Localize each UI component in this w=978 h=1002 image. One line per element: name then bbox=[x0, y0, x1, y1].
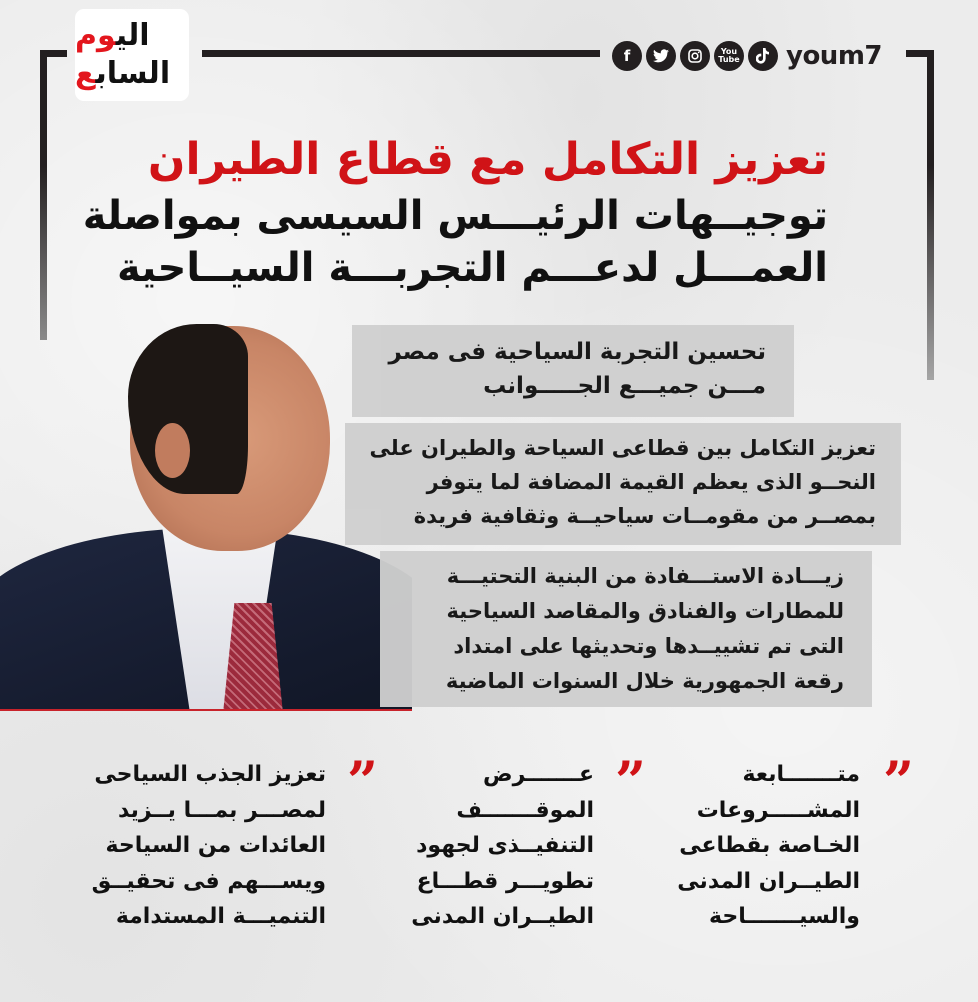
quote-icon: ” bbox=[346, 749, 372, 813]
page-title: تعزيز التكامل مع قطاع الطيران bbox=[147, 134, 828, 185]
column-2-line-5: الطيــران المدنى bbox=[411, 904, 594, 929]
point-1-line-1: تحسين التجربة السياحية فى مصر bbox=[388, 339, 766, 365]
column-1-line-4: الطيــران المدنى bbox=[677, 868, 860, 894]
portrait-red-underline bbox=[0, 709, 412, 711]
column-1-line-5: والسيـــــــاحة bbox=[709, 904, 860, 929]
quote-icon: ” bbox=[614, 749, 640, 813]
point-2-line-1: تعزيز التكامل بين قطاعى السياحة والطيران على bbox=[369, 436, 876, 460]
point-box-1 bbox=[352, 325, 794, 417]
quote-icon: ” bbox=[882, 749, 908, 813]
brand-handle: youm7 bbox=[786, 41, 883, 71]
point-1-line-2: مـــن جميـــع الجـــــوانب bbox=[483, 373, 766, 399]
youm7-logo bbox=[75, 9, 189, 101]
column-3-line-1: تعزيز الجذب السياحى bbox=[94, 762, 326, 787]
youtube-icon[interactable]: You Tube bbox=[714, 41, 744, 71]
column-3 bbox=[66, 749, 372, 935]
column-3-line-5: التنميـــة المستدامة bbox=[115, 904, 326, 929]
frame-line-right bbox=[927, 50, 934, 380]
portrait-ear bbox=[155, 423, 190, 478]
instagram-icon[interactable] bbox=[680, 41, 710, 71]
column-1-line-3: الخـاصة بقطاعى bbox=[679, 833, 860, 858]
point-3-line-1: زيـــادة الاستـــفادة من البنية التحتيـــة bbox=[446, 564, 844, 588]
facebook-icon[interactable]: f bbox=[612, 41, 642, 71]
social-bar bbox=[612, 38, 882, 74]
point-box-2 bbox=[345, 423, 901, 545]
point-3-line-3: التى تم تشييــدها وتحديثها على امتداد bbox=[453, 634, 844, 658]
column-1-line-2: المشـــــروعات bbox=[696, 797, 860, 823]
column-3-line-4: ويســـهم فى تحقيــق bbox=[91, 868, 326, 894]
column-2-line-1: عـــــــرض bbox=[483, 762, 594, 787]
column-2-line-2: الموقـــــــف bbox=[456, 797, 594, 823]
headline-block bbox=[83, 130, 828, 294]
column-3-line-3: العائدات من السياحة bbox=[105, 833, 326, 858]
logo-line-1: اليوم bbox=[75, 18, 150, 53]
column-2 bbox=[394, 749, 640, 935]
column-1 bbox=[660, 749, 908, 935]
point-3-line-4: رقعة الجمهورية خلال السنوات الماضية bbox=[445, 669, 844, 693]
logo-line-2: السابع bbox=[75, 56, 171, 91]
point-3-line-2: للمطارات والفنادق والمقاصد السياحية bbox=[446, 599, 844, 623]
subtitle-line-1: توجيــهات الرئيـــس السيسى بمواصلة bbox=[82, 193, 828, 239]
column-3-line-2: لمصـــر بمـــا يــزيد bbox=[117, 797, 326, 823]
twitter-icon[interactable] bbox=[646, 41, 676, 71]
portrait-hair bbox=[128, 324, 248, 494]
point-box-3 bbox=[380, 551, 872, 707]
point-2-line-3: بمصــر من مقومــات سياحيــة وثقافية فريدة bbox=[413, 504, 876, 528]
frame-line-top bbox=[202, 50, 600, 57]
tiktok-icon[interactable] bbox=[748, 41, 778, 71]
column-2-line-4: تطويـــر قطـــاع bbox=[416, 868, 594, 894]
column-2-line-3: التنفيــذى لجهود bbox=[416, 833, 594, 858]
column-1-line-1: متـــــــابعة bbox=[742, 762, 860, 787]
point-2-line-2: النحــو الذى يعظم القيمة المضافة لما يتوفر bbox=[426, 470, 876, 494]
subtitle-line-2: العمـــل لدعـــم التجربـــة السيــاحية bbox=[116, 245, 828, 291]
frame-line-left bbox=[40, 50, 47, 340]
